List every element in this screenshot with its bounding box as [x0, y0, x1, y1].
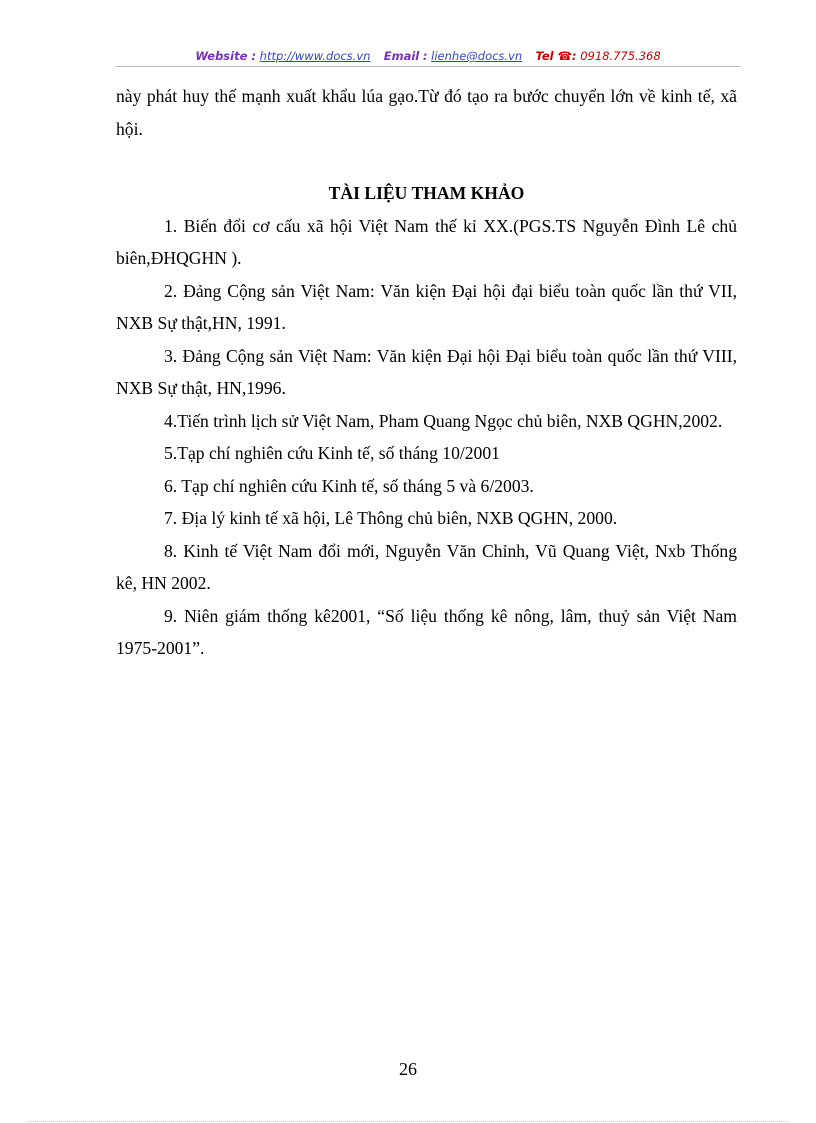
reference-item: 2. Đảng Cộng sản Việt Nam: Văn kiện Đại hội đại biểu toàn quốc lần thứ VII, NXB Sự thật,HN, 1991. — [116, 280, 737, 333]
tel-label: Tel ☎: — [535, 49, 577, 63]
reference-item: 7. Địa lý kinh tế xã hội, Lê Thông chủ biên, NXB QGHN, 2000. — [164, 508, 618, 528]
reference-item: 6. Tạp chí nghiên cứu Kinh tế, số tháng 5 và 6/2003. — [164, 475, 534, 496]
website-label: Website : — [195, 49, 256, 63]
email-link[interactable]: lienhe@docs.vn — [431, 49, 523, 63]
email-label: Email — [383, 49, 420, 63]
page-number: 26 — [399, 1059, 417, 1079]
reference-item: 1. Biến đổi cơ cấu xã hội Việt Nam thế kỉ XX.(PGS.TS Nguyễn Đình Lê chủ biên,ĐHQGHN ). — [116, 215, 737, 268]
reference-item: 8. Kinh tế Việt Nam đổi mới, Nguyễn Văn Chỉnh, Vũ Quang Việt, Nxb Thống kê, HN 2002. — [116, 540, 737, 593]
intro-paragraph: này phát huy thế mạnh xuất khẩu lúa gạo.Từ đó tạo ra bước chuyển lớn về kinh tế, xã hội. — [116, 86, 737, 139]
header-divider — [116, 66, 740, 67]
website-link[interactable]: http://www.docs.vn — [259, 49, 371, 63]
email-separator: : — [422, 49, 428, 63]
page-header — [116, 46, 740, 66]
footer-divider — [28, 1121, 788, 1122]
reference-item: 4.Tiến trình lịch sử Việt Nam, Pham Quang Ngọc chủ biên, NXB QGHN,2002. — [164, 410, 723, 431]
reference-item: 5.Tạp chí nghiên cứu Kinh tế, số tháng 10/2001 — [164, 443, 500, 463]
page-content — [116, 80, 737, 665]
reference-item: 3. Đảng Cộng sản Việt Nam: Văn kiện Đại hội Đại biểu toàn quốc lần thứ VIII, NXB Sự thật, HN,1996. — [116, 345, 737, 398]
references-title: TÀI LIỆU THAM KHẢO — [328, 183, 525, 203]
reference-item: 9. Niên giám thống kê2001, “Số liệu thống kê nông, lâm, thuỷ sản Việt Nam 1975-2001”. — [116, 605, 737, 658]
tel-value: 0918.775.368 — [580, 49, 661, 63]
